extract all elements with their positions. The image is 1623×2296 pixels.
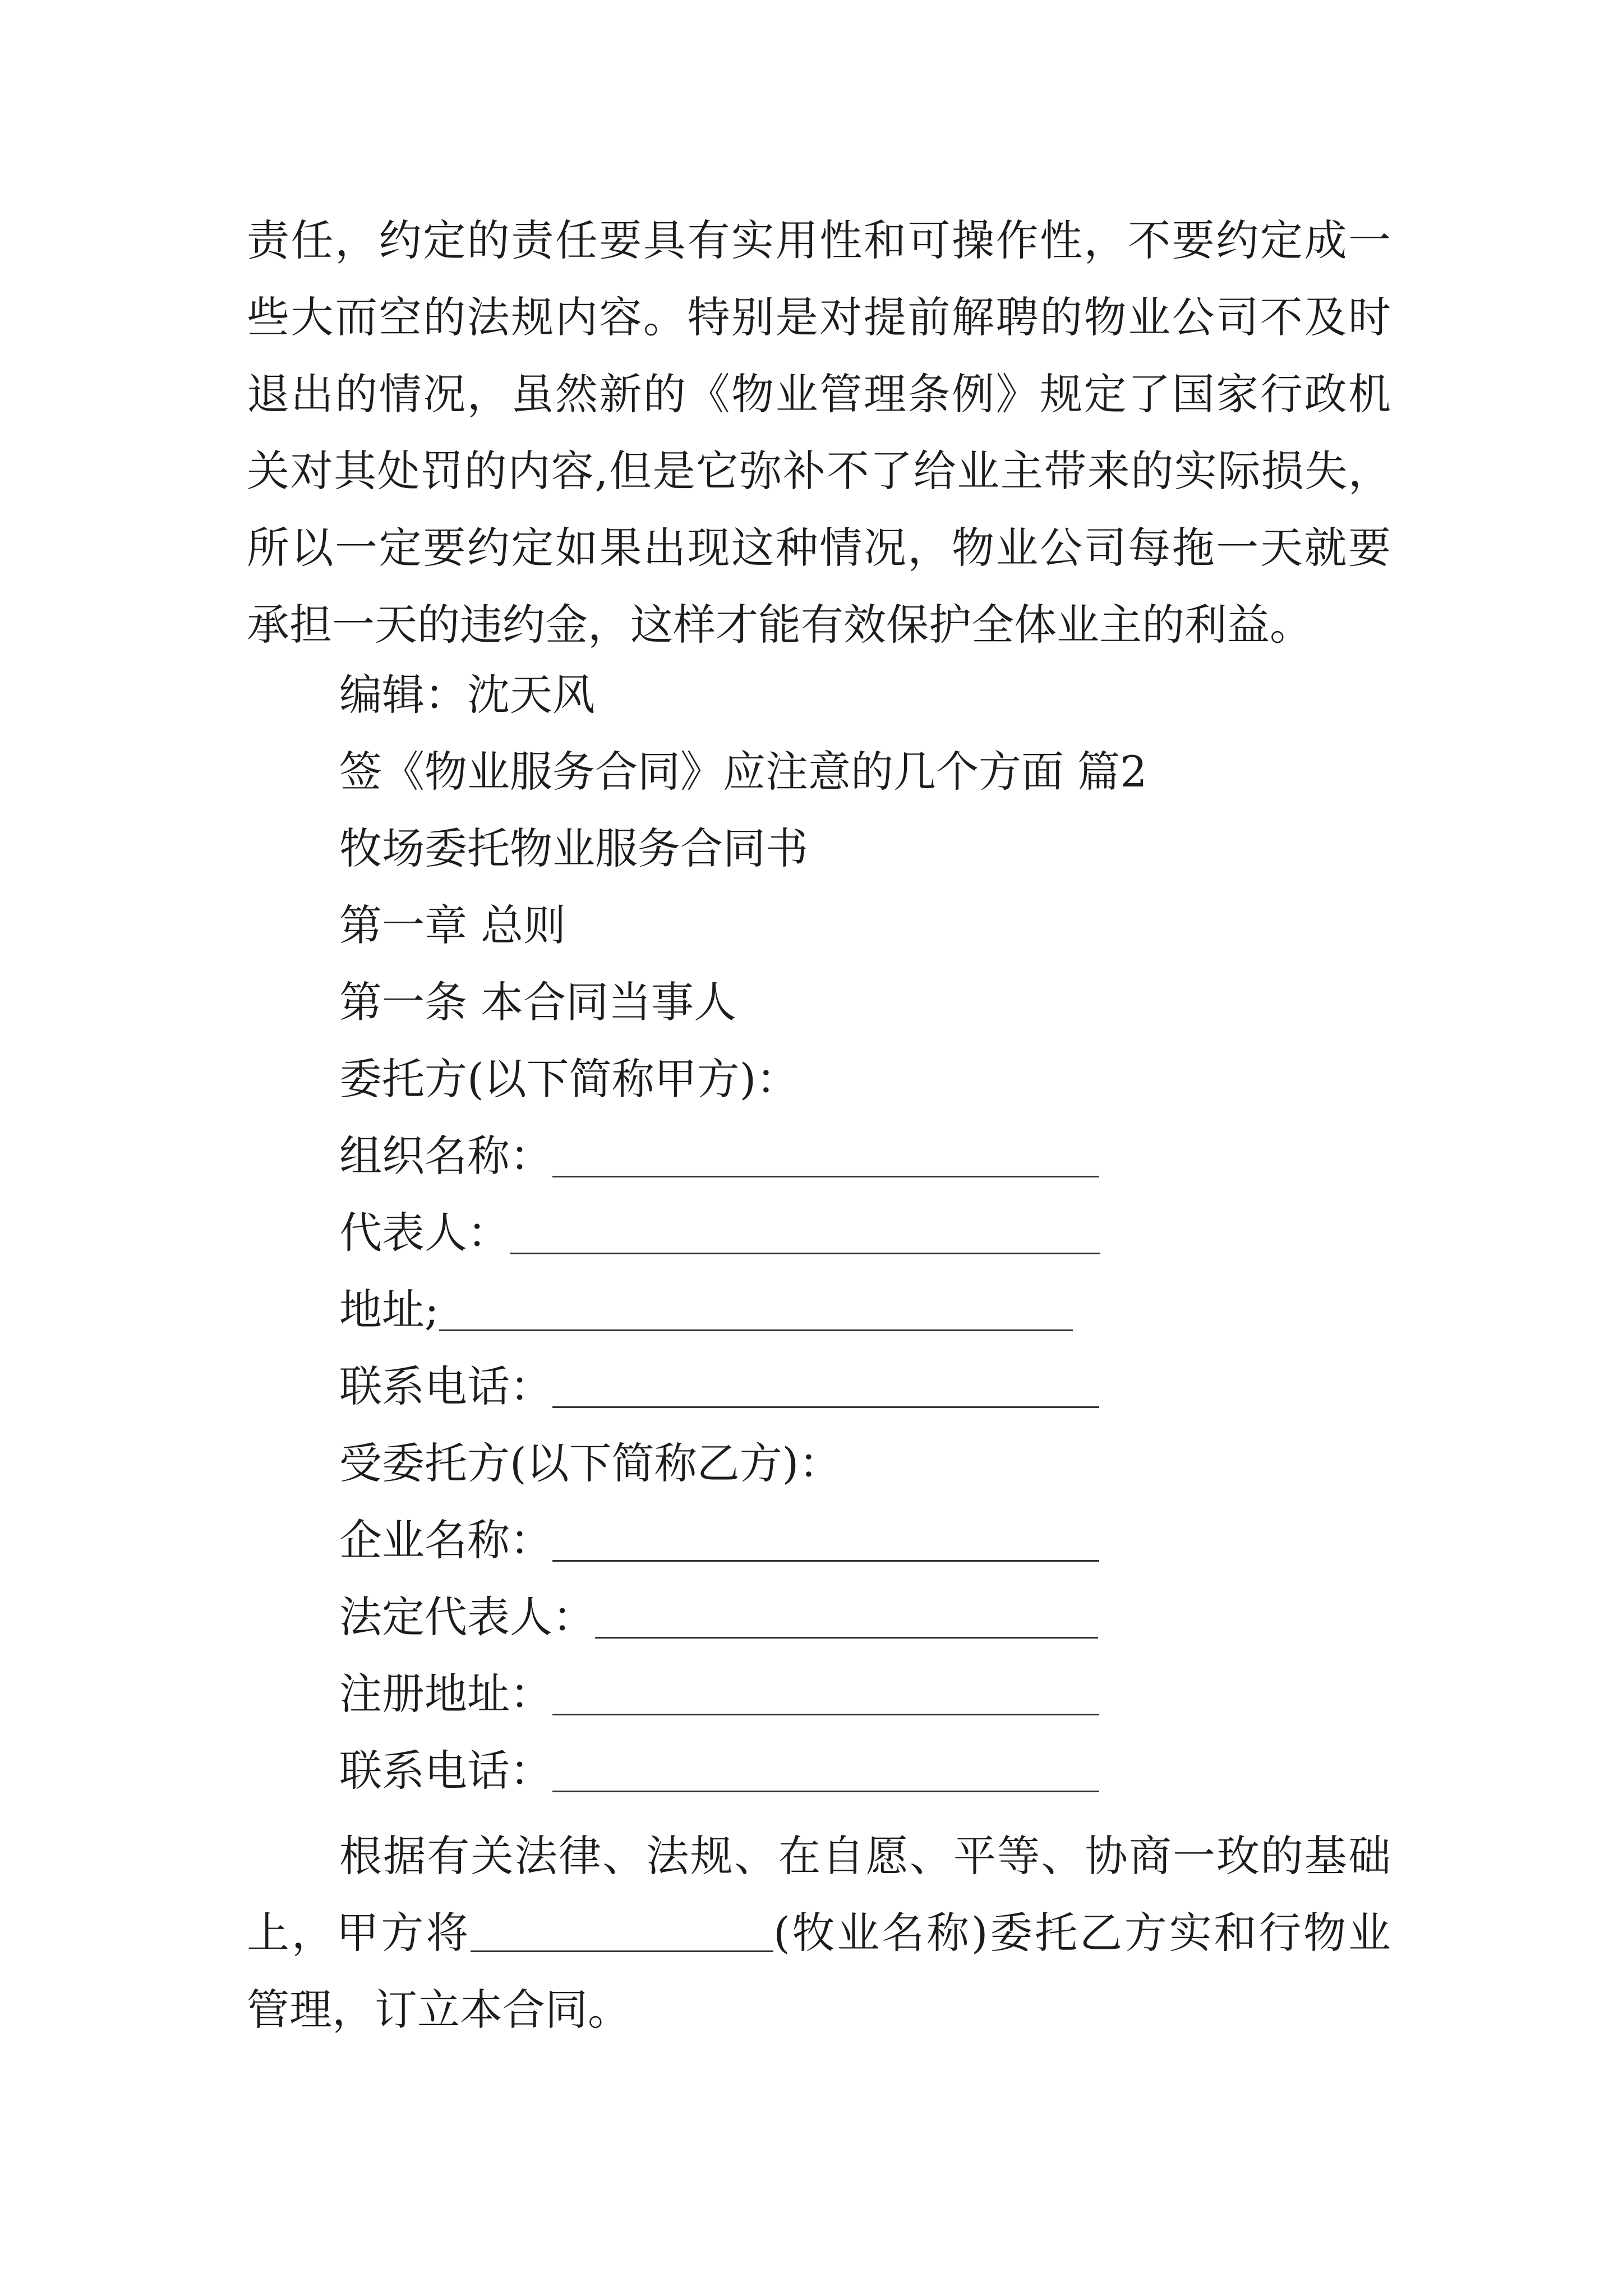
field-blank[interactable] bbox=[552, 1525, 1099, 1562]
field-blank[interactable] bbox=[595, 1602, 1098, 1639]
ranch-name-blank[interactable] bbox=[471, 1916, 773, 1952]
article-heading: 第一条 本合同当事人 bbox=[339, 977, 737, 1027]
field-blank[interactable] bbox=[510, 1218, 1100, 1254]
section-heading: 签《物业服务合同》应注意的几个方面 篇2 bbox=[339, 747, 1147, 797]
field-label: 代表人： bbox=[339, 1208, 510, 1258]
field-label: 注册地址： bbox=[339, 1669, 552, 1719]
field-blank[interactable] bbox=[439, 1295, 1073, 1331]
closing-text-before: 根据有关法律、法规、在自愿、平等、协商一玫的基础上，甲方将 bbox=[247, 1831, 1391, 1958]
field-blank[interactable] bbox=[552, 1372, 1099, 1408]
closing-paragraph bbox=[247, 1818, 1391, 2048]
editor-line: 编辑：沈天风 bbox=[339, 670, 595, 720]
field-label: 联系电话： bbox=[339, 1746, 552, 1796]
party-b-phone-field[interactable] bbox=[339, 1732, 1099, 1809]
party-b-registered-address-field[interactable] bbox=[339, 1655, 1099, 1732]
field-blank[interactable] bbox=[552, 1679, 1099, 1715]
field-label: 法定代表人： bbox=[339, 1592, 595, 1642]
contract-title: 牧场委托物业服务合同书 bbox=[339, 823, 808, 873]
party-b-heading: 受委托方(以下简称乙方)： bbox=[339, 1438, 842, 1488]
party-b-company-name-field[interactable] bbox=[339, 1502, 1099, 1579]
party-a-heading: 委托方(以下简称甲方)： bbox=[339, 1054, 799, 1104]
opening-paragraph: 责任，约定的责任要具有实用性和可操作性，不要约定成一些大而空的法规内容。特别是对提前解聘的物业公司不及时退出的情况，虽然新的《物业管理条例》规定了国家行政机关对其处罚的内容,但是它弥补不了给业主带来的实际损失，所以一定要约定如果出现这种情况，物业公司每拖一天就要承担一天的违约金，这样才能有效保护全体业主的利益。 bbox=[247, 215, 1391, 650]
field-label: 地址; bbox=[339, 1285, 439, 1335]
closing-text-after: (牧业名称)委托乙方实和行物业管理，订立本合同。 bbox=[247, 1908, 1391, 2035]
field-label: 联系电话： bbox=[339, 1361, 552, 1411]
chapter-heading: 第一章 总则 bbox=[339, 900, 566, 950]
field-blank[interactable] bbox=[552, 1756, 1099, 1792]
party-a-phone-field[interactable] bbox=[339, 1348, 1099, 1425]
field-label: 组织名称： bbox=[339, 1131, 552, 1181]
field-label: 企业名称： bbox=[339, 1515, 552, 1565]
party-a-org-name-field[interactable] bbox=[339, 1117, 1099, 1194]
party-b-legal-rep-field[interactable] bbox=[339, 1579, 1098, 1655]
party-a-address-field[interactable] bbox=[339, 1271, 1073, 1348]
field-blank[interactable] bbox=[552, 1141, 1099, 1177]
party-a-representative-field[interactable] bbox=[339, 1194, 1100, 1271]
